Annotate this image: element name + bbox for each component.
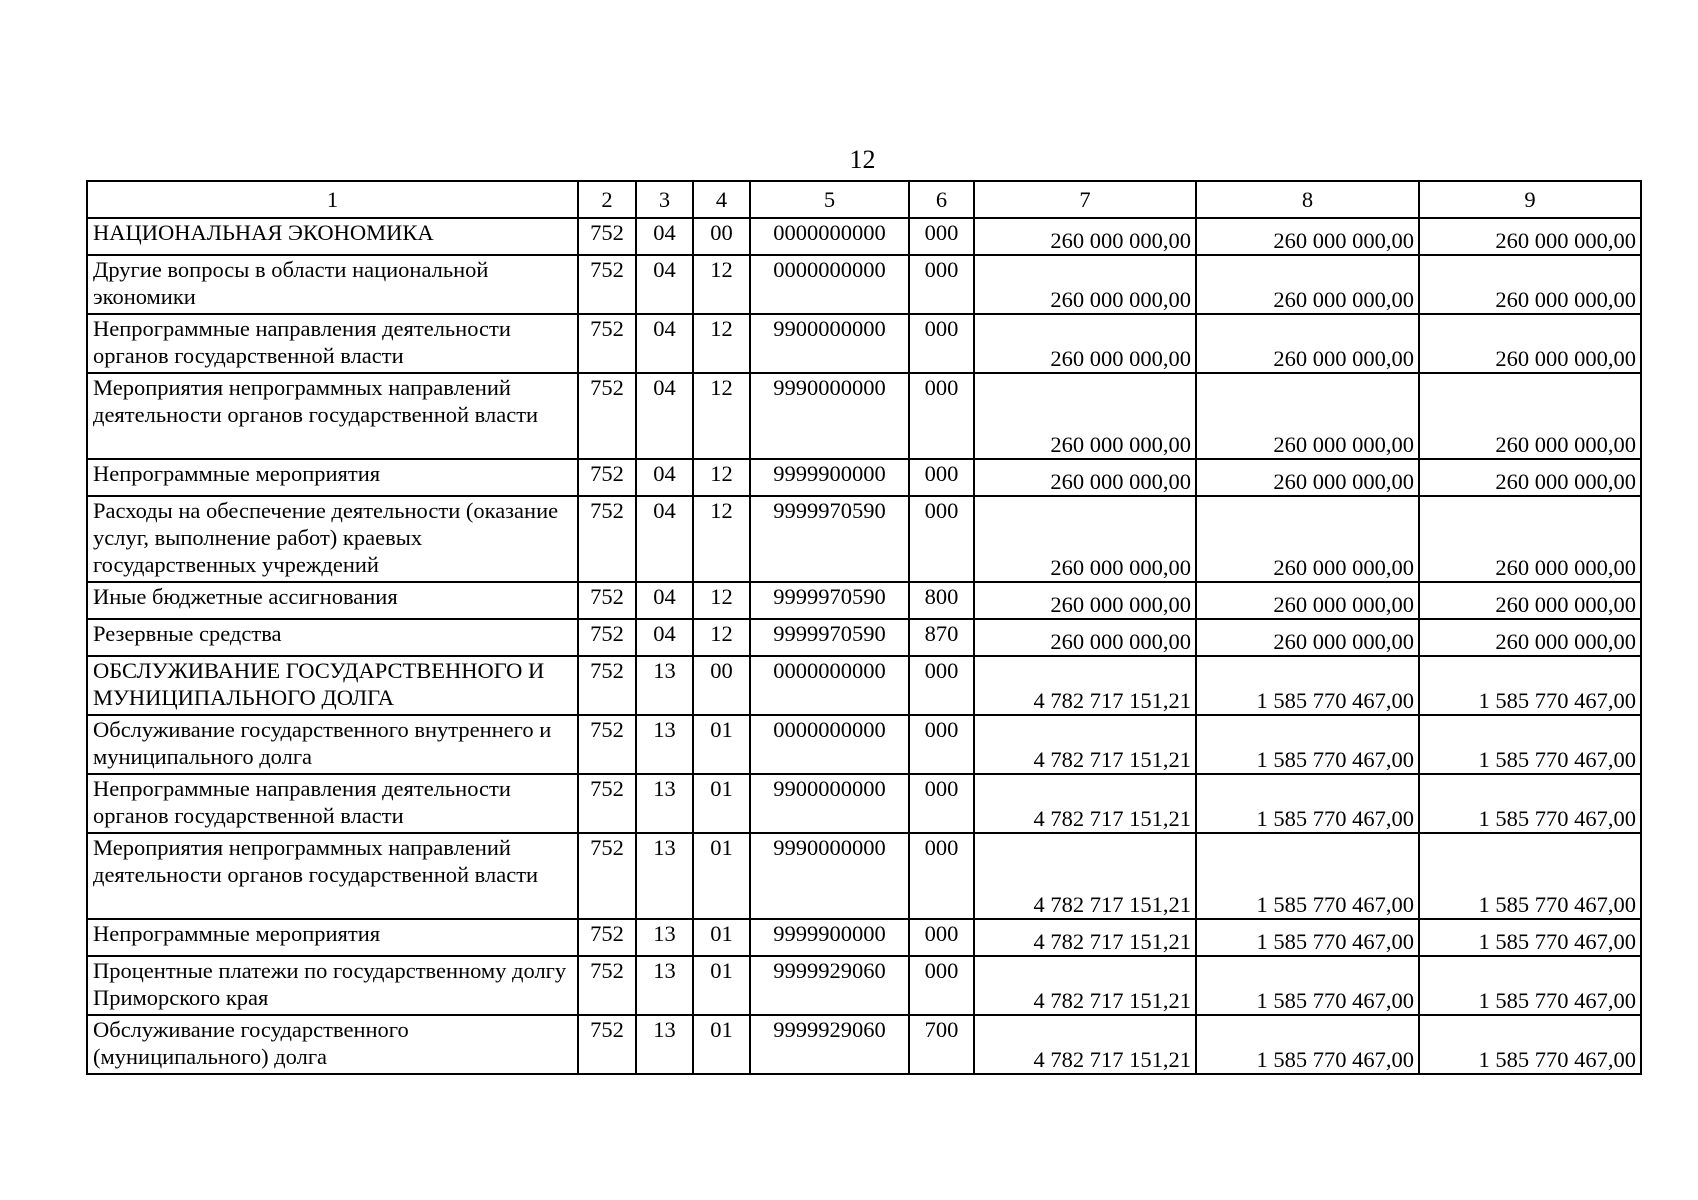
ministry-code: 752 [578,496,636,582]
amount-year-2: 1 585 770 467,00 [1196,919,1419,956]
amount-year-3: 1 585 770 467,00 [1419,774,1641,833]
amount-year-2: 260 000 000,00 [1196,255,1419,314]
expense-type-code: 000 [909,833,974,919]
amount-year-2: 1 585 770 467,00 [1196,833,1419,919]
budget-table [86,180,1642,1075]
item-name: Непрограммные направления деятельности органов государственной власти [87,774,578,833]
item-name: Мероприятия непрограммных направлений деятельности органов государственной власти [87,833,578,919]
section-code: 13 [636,1015,693,1074]
column-number-header-row [87,181,1641,218]
amount-year-1: 4 782 717 151,21 [974,715,1196,774]
amount-year-2: 1 585 770 467,00 [1196,715,1419,774]
amount-year-1: 4 782 717 151,21 [974,1015,1196,1074]
column-header: 6 [909,181,974,218]
amount-year-3: 260 000 000,00 [1419,373,1641,459]
target-article-code: 9999970590 [750,582,909,619]
subsection-code: 00 [693,656,750,715]
subsection-code: 01 [693,919,750,956]
item-name: ОБСЛУЖИВАНИЕ ГОСУДАРСТВЕННОГО И МУНИЦИПАЛЬНОГО ДОЛГА [87,656,578,715]
ministry-code: 752 [578,218,636,255]
amount-year-2: 260 000 000,00 [1196,619,1419,656]
section-code: 04 [636,373,693,459]
table-row [87,956,1641,1015]
expense-type-code: 000 [909,656,974,715]
expense-type-code: 000 [909,314,974,373]
ministry-code: 752 [578,314,636,373]
target-article-code: 0000000000 [750,255,909,314]
amount-year-2: 260 000 000,00 [1196,218,1419,255]
ministry-code: 752 [578,255,636,314]
expense-type-code: 700 [909,1015,974,1074]
target-article-code: 9990000000 [750,833,909,919]
target-article-code: 9900000000 [750,314,909,373]
ministry-code: 752 [578,1015,636,1074]
ministry-code: 752 [578,833,636,919]
item-name: Расходы на обеспечение деятельности (оказание услуг, выполнение работ) краевых государственных учреждений [87,496,578,582]
target-article-code: 9900000000 [750,774,909,833]
expense-type-code: 000 [909,715,974,774]
amount-year-2: 1 585 770 467,00 [1196,774,1419,833]
expense-type-code: 800 [909,582,974,619]
expense-type-code: 000 [909,956,974,1015]
target-article-code: 0000000000 [750,656,909,715]
target-article-code: 0000000000 [750,218,909,255]
amount-year-1: 260 000 000,00 [974,619,1196,656]
table-row [87,715,1641,774]
section-code: 13 [636,774,693,833]
table-row [87,656,1641,715]
amount-year-1: 4 782 717 151,21 [974,774,1196,833]
subsection-code: 01 [693,833,750,919]
table-row [87,1015,1641,1074]
amount-year-2: 1 585 770 467,00 [1196,656,1419,715]
amount-year-3: 1 585 770 467,00 [1419,833,1641,919]
expense-type-code: 000 [909,459,974,496]
amount-year-3: 260 000 000,00 [1419,314,1641,373]
item-name: Непрограммные мероприятия [87,459,578,496]
table-row [87,255,1641,314]
amount-year-2: 260 000 000,00 [1196,373,1419,459]
subsection-code: 12 [693,496,750,582]
section-code: 04 [636,314,693,373]
ministry-code: 752 [578,373,636,459]
amount-year-1: 4 782 717 151,21 [974,833,1196,919]
amount-year-1: 260 000 000,00 [974,218,1196,255]
target-article-code: 9999900000 [750,919,909,956]
ministry-code: 752 [578,715,636,774]
column-header: 7 [974,181,1196,218]
amount-year-3: 1 585 770 467,00 [1419,715,1641,774]
ministry-code: 752 [578,919,636,956]
amount-year-2: 1 585 770 467,00 [1196,956,1419,1015]
section-code: 04 [636,582,693,619]
amount-year-1: 260 000 000,00 [974,373,1196,459]
subsection-code: 01 [693,956,750,1015]
section-code: 13 [636,715,693,774]
subsection-code: 01 [693,774,750,833]
section-code: 13 [636,833,693,919]
item-name: Другие вопросы в области национальной экономики [87,255,578,314]
amount-year-3: 260 000 000,00 [1419,255,1641,314]
target-article-code: 0000000000 [750,715,909,774]
amount-year-3: 260 000 000,00 [1419,459,1641,496]
item-name: Резервные средства [87,619,578,656]
subsection-code: 00 [693,218,750,255]
expense-type-code: 000 [909,255,974,314]
amount-year-3: 1 585 770 467,00 [1419,1015,1641,1074]
amount-year-2: 260 000 000,00 [1196,496,1419,582]
amount-year-3: 260 000 000,00 [1419,218,1641,255]
item-name: Процентные платежи по государственному долгу Приморского края [87,956,578,1015]
subsection-code: 12 [693,582,750,619]
expense-type-code: 870 [909,619,974,656]
amount-year-1: 4 782 717 151,21 [974,919,1196,956]
column-header: 1 [87,181,578,218]
subsection-code: 01 [693,1015,750,1074]
item-name: Обслуживание государственного (муниципального) долга [87,1015,578,1074]
amount-year-2: 260 000 000,00 [1196,314,1419,373]
subsection-code: 12 [693,314,750,373]
section-code: 04 [636,218,693,255]
section-code: 13 [636,656,693,715]
column-header: 2 [578,181,636,218]
amount-year-3: 1 585 770 467,00 [1419,656,1641,715]
table-row [87,459,1641,496]
amount-year-1: 4 782 717 151,21 [974,956,1196,1015]
target-article-code: 9999929060 [750,956,909,1015]
column-header: 3 [636,181,693,218]
section-code: 04 [636,255,693,314]
expense-type-code: 000 [909,373,974,459]
expense-type-code: 000 [909,774,974,833]
amount-year-1: 260 000 000,00 [974,582,1196,619]
ministry-code: 752 [578,774,636,833]
target-article-code: 9999970590 [750,496,909,582]
item-name: Иные бюджетные ассигнования [87,582,578,619]
table-row [87,496,1641,582]
amount-year-1: 260 000 000,00 [974,314,1196,373]
column-header: 8 [1196,181,1419,218]
item-name: Мероприятия непрограммных направлений деятельности органов государственной власти [87,373,578,459]
amount-year-2: 1 585 770 467,00 [1196,1015,1419,1074]
amount-year-1: 4 782 717 151,21 [974,656,1196,715]
table-row [87,774,1641,833]
section-code: 13 [636,956,693,1015]
amount-year-1: 260 000 000,00 [974,255,1196,314]
section-code: 04 [636,459,693,496]
section-code: 13 [636,919,693,956]
table-row [87,619,1641,656]
target-article-code: 9999929060 [750,1015,909,1074]
page-number: 12 [849,145,876,174]
subsection-code: 12 [693,459,750,496]
ministry-code: 752 [578,956,636,1015]
table-row [87,314,1641,373]
column-header: 4 [693,181,750,218]
amount-year-3: 1 585 770 467,00 [1419,919,1641,956]
item-name: Непрограммные направления деятельности органов государственной власти [87,314,578,373]
target-article-code: 9999900000 [750,459,909,496]
ministry-code: 752 [578,582,636,619]
expense-type-code: 000 [909,496,974,582]
ministry-code: 752 [578,459,636,496]
amount-year-2: 260 000 000,00 [1196,582,1419,619]
item-name: Обслуживание государственного внутреннего и муниципального долга [87,715,578,774]
table-row [87,919,1641,956]
subsection-code: 01 [693,715,750,774]
table-row [87,218,1641,255]
amount-year-3: 260 000 000,00 [1419,582,1641,619]
amount-year-2: 260 000 000,00 [1196,459,1419,496]
expense-type-code: 000 [909,218,974,255]
amount-year-3: 260 000 000,00 [1419,496,1641,582]
item-name: НАЦИОНАЛЬНАЯ ЭКОНОМИКА [87,218,578,255]
table-row [87,373,1641,459]
expense-type-code: 000 [909,919,974,956]
section-code: 04 [636,619,693,656]
subsection-code: 12 [693,619,750,656]
subsection-code: 12 [693,373,750,459]
item-name: Непрограммные мероприятия [87,919,578,956]
target-article-code: 9999970590 [750,619,909,656]
column-header: 9 [1419,181,1641,218]
amount-year-3: 1 585 770 467,00 [1419,956,1641,1015]
subsection-code: 12 [693,255,750,314]
amount-year-1: 260 000 000,00 [974,496,1196,582]
amount-year-1: 260 000 000,00 [974,459,1196,496]
amount-year-3: 260 000 000,00 [1419,619,1641,656]
column-header: 5 [750,181,909,218]
ministry-code: 752 [578,656,636,715]
ministry-code: 752 [578,619,636,656]
table-row [87,582,1641,619]
target-article-code: 9990000000 [750,373,909,459]
section-code: 04 [636,496,693,582]
table-row [87,833,1641,919]
